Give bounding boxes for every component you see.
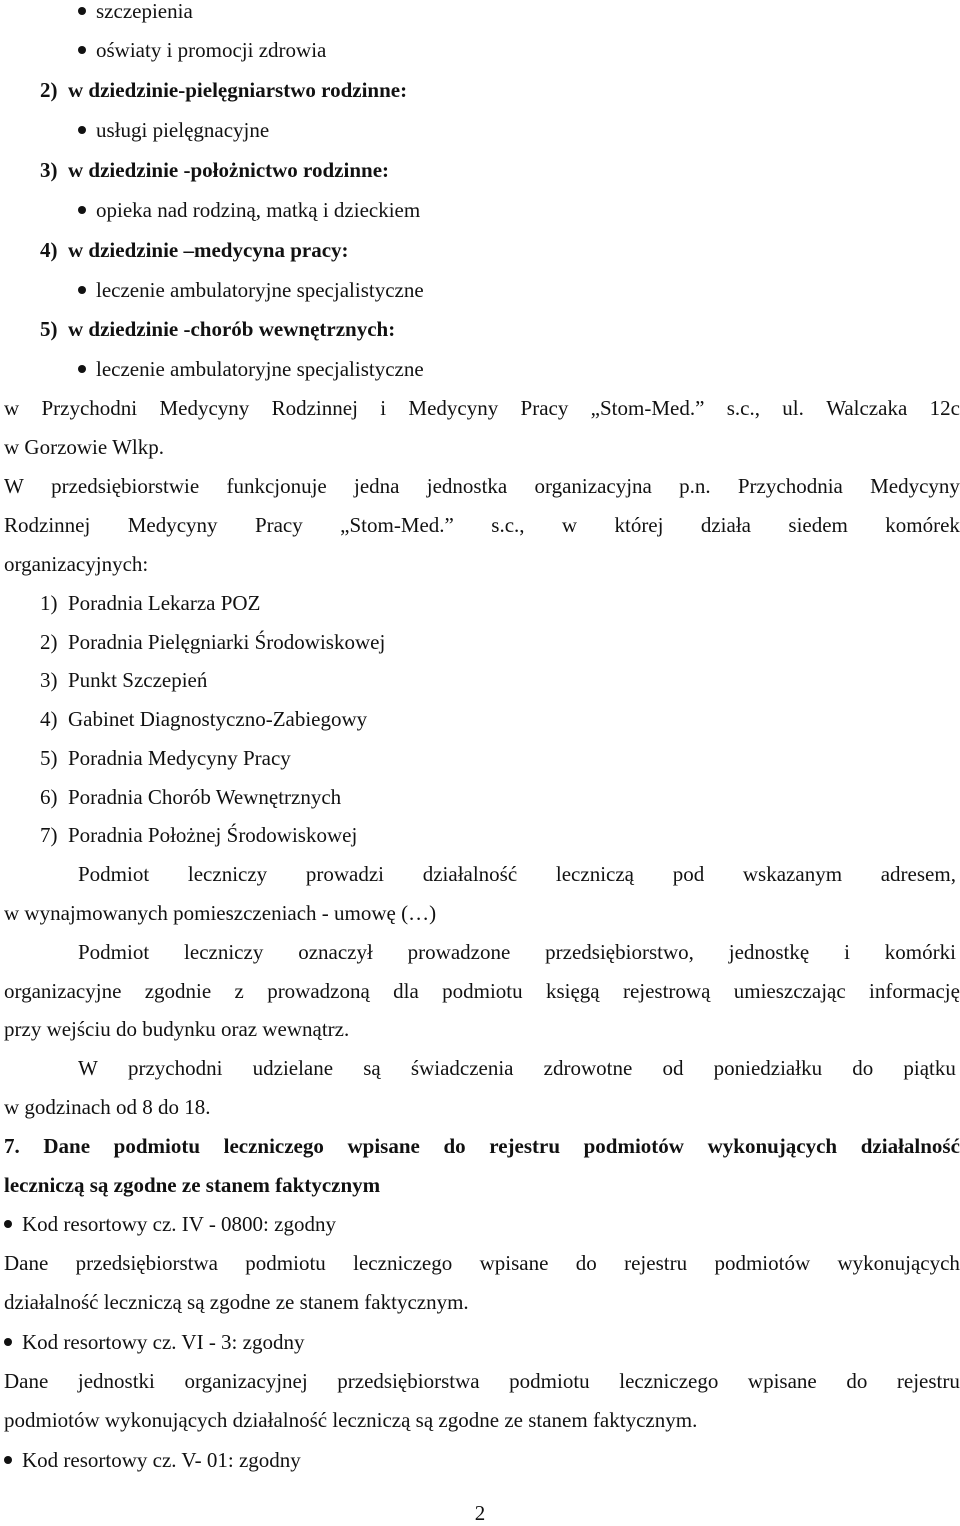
word: 12c: [929, 396, 960, 420]
section-title: w dziedzinie -chorób wewnętrznych:: [68, 317, 396, 341]
paragraph-line: w wynajmowanych pomieszczeniach - umowę (…): [4, 901, 437, 925]
list-text: Poradnia Lekarza POZ: [68, 591, 261, 615]
paragraph-line: [4, 473, 960, 499]
word: i: [844, 940, 850, 964]
section-number: 2): [40, 78, 58, 102]
word: wykonujących: [837, 1251, 960, 1275]
word: leczniczy: [184, 940, 264, 964]
word: Rodzinnej: [4, 513, 91, 537]
list-item: [40, 784, 341, 810]
word: leczniczy: [187, 862, 268, 886]
word: wskazanym: [742, 862, 843, 886]
word: s.c.,: [491, 513, 525, 537]
word: zgodnie: [144, 979, 212, 1003]
word: świadczenia: [410, 1056, 514, 1080]
word: podmiotu: [245, 1251, 326, 1275]
word: działalność: [860, 1134, 960, 1158]
word: leczniczego: [353, 1251, 453, 1275]
list-text: Poradnia Pielęgniarki Środowiskowej: [68, 630, 386, 654]
paragraph-line: przy wejściu do budynku oraz wewnątrz.: [4, 1017, 350, 1041]
code-item: Kod resortowy cz. VI - 3: zgodny: [22, 1330, 305, 1354]
word: pod: [672, 862, 705, 886]
word: jedna: [354, 474, 400, 498]
word: Medycyny: [159, 396, 250, 420]
word: leczniczego: [619, 1369, 719, 1393]
word: leczniczego: [223, 1134, 324, 1158]
word: dla: [393, 979, 419, 1003]
word: działa: [700, 513, 751, 537]
section-number: 3): [40, 158, 58, 182]
list-number: 7): [40, 823, 58, 847]
word: prowadzone: [407, 940, 511, 964]
list-number: 5): [40, 746, 58, 770]
word: podmiotów: [714, 1251, 811, 1275]
list-text: Poradnia Położnej Środowiskowej: [68, 823, 358, 847]
word: prowadzoną: [267, 979, 370, 1003]
list-item: [40, 667, 207, 693]
paragraph-line: działalność leczniczą są zgodne ze stanem faktycznym.: [4, 1290, 469, 1314]
list-item: [40, 745, 291, 771]
bullet-item: szczepienia: [96, 0, 193, 23]
word: w: [4, 396, 20, 420]
word: Pracy: [254, 513, 303, 537]
word: organizacyjne: [4, 979, 122, 1003]
section-heading: [40, 77, 407, 103]
word: p.n.: [679, 474, 711, 498]
word: jednostka: [426, 474, 508, 498]
word: podmiotu: [113, 1134, 200, 1158]
location-line: w Gorzowie Wlkp.: [4, 435, 164, 459]
word: Dane: [43, 1134, 91, 1158]
word: jednostkę: [728, 940, 810, 964]
word: prowadzi: [305, 862, 385, 886]
list-text: Poradnia Chorób Wewnętrznych: [68, 785, 342, 809]
word: Pracy: [520, 396, 569, 420]
word: do: [846, 1369, 868, 1393]
bullet-item: leczenie ambulatoryjne specjalistyczne: [96, 278, 424, 302]
bullet-item: oświaty i promocji zdrowia: [96, 38, 327, 62]
word: przedsiębiorstwa: [337, 1369, 480, 1393]
bullet-item: opieka nad rodziną, matką i dzieckiem: [96, 198, 421, 222]
bullet-item: usługi pielęgnacyjne: [96, 118, 270, 142]
section-number: 5): [40, 317, 58, 341]
word: Podmiot: [78, 862, 150, 886]
word: zdrowotne: [543, 1056, 633, 1080]
paragraph-line: [4, 1368, 960, 1394]
word: informację: [869, 979, 960, 1003]
word: leczniczą: [555, 862, 634, 886]
section-heading: [40, 316, 395, 342]
word: jednostki: [77, 1369, 155, 1393]
section-heading: [40, 237, 349, 263]
word: oznaczył: [298, 940, 373, 964]
paragraph-line: [78, 1055, 956, 1081]
word: podmiotu: [509, 1369, 590, 1393]
word: Dane: [4, 1251, 49, 1275]
word: której: [614, 513, 664, 537]
list-item: [40, 629, 385, 655]
list-item: [40, 822, 357, 848]
word: przedsiębiorstwo,: [545, 940, 694, 964]
word: Przychodni: [41, 396, 138, 420]
section-title: w dziedzinie-pielęgniarstwo rodzinne:: [68, 78, 408, 102]
word: Dane: [4, 1369, 49, 1393]
paragraph-line: w godzinach od 8 do 18.: [4, 1095, 211, 1119]
word: piątku: [903, 1056, 956, 1080]
paragraph-line: [4, 512, 960, 538]
word: i: [380, 396, 387, 420]
word: wykonujących: [707, 1134, 838, 1158]
word: „Stom-Med.”: [340, 513, 454, 537]
paragraph-line: organizacyjnych:: [4, 552, 149, 576]
word: Medycyny: [870, 474, 960, 498]
location-line: [4, 395, 960, 421]
word: poniedziałku: [713, 1056, 823, 1080]
word: podmiotu: [442, 979, 523, 1003]
word: Podmiot: [78, 940, 150, 964]
word: Rodzinnej: [271, 396, 358, 420]
word: 7.: [4, 1134, 20, 1158]
word: do: [443, 1134, 466, 1158]
word: z: [234, 979, 244, 1003]
list-number: 2): [40, 630, 58, 654]
list-number: 6): [40, 785, 58, 809]
word: wpisane: [347, 1134, 420, 1158]
word: w: [561, 513, 578, 537]
list-number: 4): [40, 707, 58, 731]
bullet-item: leczenie ambulatoryjne specjalistyczne: [96, 357, 424, 381]
section-heading: [4, 1133, 960, 1159]
code-item: Kod resortowy cz. IV - 0800: zgodny: [22, 1212, 336, 1236]
word: przedsiębiorstwa: [75, 1251, 218, 1275]
word: W: [4, 474, 24, 498]
word: rejestru: [896, 1369, 960, 1393]
word: komórki: [884, 940, 956, 964]
word: wpisane: [479, 1251, 549, 1275]
word: umieszczając: [733, 979, 846, 1003]
word: organizacyjna: [534, 474, 652, 498]
word: wpisane: [747, 1369, 817, 1393]
list-number: 1): [40, 591, 58, 615]
word: rejestru: [489, 1134, 561, 1158]
paragraph-line: [4, 978, 960, 1004]
word: komórek: [885, 513, 960, 537]
word: księgą: [545, 979, 600, 1003]
word: od: [662, 1056, 684, 1080]
word: Medycyny: [127, 513, 218, 537]
paragraph-line: podmiotów wykonujących działalność leczniczą są zgodne ze stanem faktycznym.: [4, 1408, 698, 1432]
word: funkcjonuje: [226, 474, 327, 498]
word: rejestru: [624, 1251, 688, 1275]
list-text: Gabinet Diagnostyczno-Zabiegowy: [68, 707, 368, 731]
section-title: w dziedzinie –medycyna pracy:: [68, 238, 349, 262]
word: Przychodnia: [737, 474, 843, 498]
word: organizacyjnej: [184, 1369, 308, 1393]
list-text: Punkt Szczepień: [68, 668, 208, 692]
word: W: [78, 1056, 98, 1080]
word: przedsiębiorstwie: [51, 474, 200, 498]
section-title: w dziedzinie -położnictwo rodzinne:: [68, 158, 390, 182]
word: podmiotów: [583, 1134, 684, 1158]
list-item: [40, 706, 367, 732]
page-number: 2: [474, 1501, 486, 1525]
section-number: 4): [40, 238, 58, 262]
list-number: 3): [40, 668, 58, 692]
word: przychodni: [127, 1056, 223, 1080]
word: Medycyny: [408, 396, 499, 420]
word: rejestrową: [622, 979, 711, 1003]
word: działalność: [422, 862, 518, 886]
section-heading: leczniczą są zgodne ze stanem faktycznym: [4, 1173, 381, 1197]
word: do: [852, 1056, 874, 1080]
word: siedem: [788, 513, 848, 537]
word: s.c.,: [726, 396, 760, 420]
paragraph-line: [78, 939, 956, 965]
paragraph-line: [78, 861, 956, 887]
word: do: [575, 1251, 597, 1275]
code-item: Kod resortowy cz. V- 01: zgodny: [22, 1448, 301, 1472]
section-heading: [40, 157, 389, 183]
list-item: [40, 590, 260, 616]
paragraph-line: [4, 1250, 960, 1276]
word: ul.: [782, 396, 804, 420]
word: Walczaka: [826, 396, 908, 420]
word: udzielane: [252, 1056, 334, 1080]
word: „Stom-Med.”: [590, 396, 705, 420]
word: adresem,: [880, 862, 956, 886]
list-text: Poradnia Medycyny Pracy: [68, 746, 291, 770]
word: są: [363, 1056, 381, 1080]
